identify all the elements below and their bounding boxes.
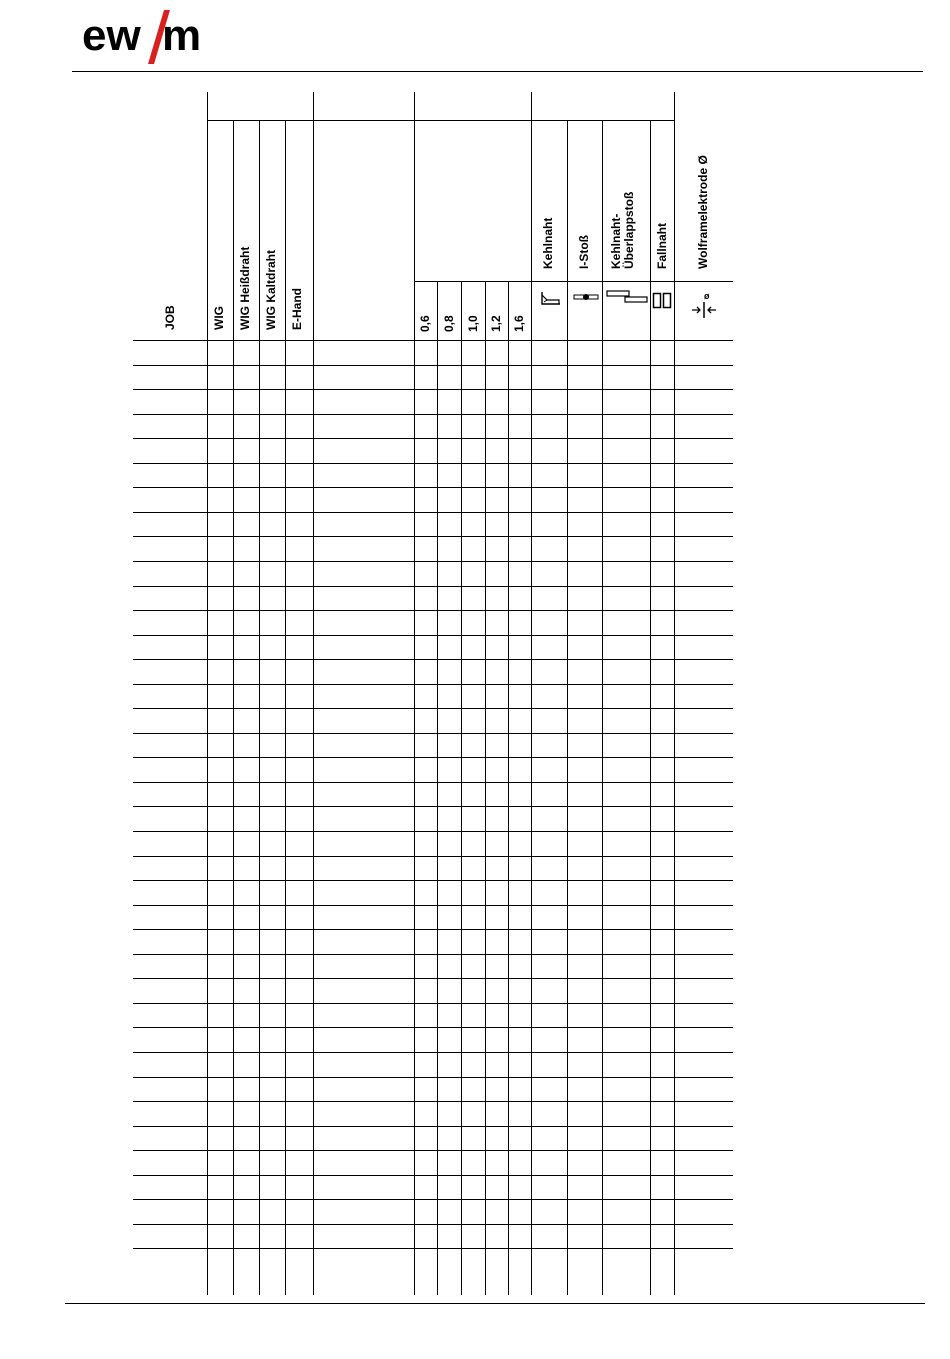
seam-kehlnaht: Kehlnaht bbox=[541, 217, 555, 269]
table-row bbox=[133, 856, 733, 857]
table-row bbox=[133, 365, 733, 366]
header-rule bbox=[72, 71, 923, 72]
job-header: JOB bbox=[163, 305, 177, 330]
table-row bbox=[133, 905, 733, 906]
table-row bbox=[133, 414, 733, 415]
table-row bbox=[133, 831, 733, 832]
table-row bbox=[133, 512, 733, 513]
table-row bbox=[133, 806, 733, 807]
table-row bbox=[133, 340, 733, 341]
table-row bbox=[133, 1027, 733, 1028]
table-row bbox=[133, 929, 733, 930]
wire-1-2: 1,2 bbox=[489, 315, 503, 332]
table-row bbox=[133, 978, 733, 979]
table-row bbox=[133, 1175, 733, 1176]
table-row bbox=[133, 463, 733, 464]
wire-1-0: 1,0 bbox=[466, 315, 480, 332]
svg-text:ew: ew bbox=[82, 11, 141, 60]
table-row bbox=[133, 1101, 733, 1102]
table-row bbox=[133, 733, 733, 734]
svg-text:m: m bbox=[162, 11, 202, 60]
table-row bbox=[133, 487, 733, 488]
table-row bbox=[133, 659, 733, 660]
table-row bbox=[133, 684, 733, 685]
table-row bbox=[133, 757, 733, 758]
table-row bbox=[133, 1150, 733, 1151]
process-e-hand: E-Hand bbox=[290, 288, 304, 330]
table-row bbox=[133, 1052, 733, 1053]
table-row bbox=[133, 1248, 733, 1249]
table-row bbox=[133, 561, 733, 562]
table-row bbox=[133, 610, 733, 611]
footer-rule bbox=[65, 1303, 925, 1304]
vertical-down-icon bbox=[652, 292, 672, 310]
table-row bbox=[133, 1077, 733, 1078]
table-row bbox=[133, 954, 733, 955]
table-row bbox=[133, 1126, 733, 1127]
lap-joint-icon bbox=[605, 288, 649, 306]
wire-1-6: 1,6 bbox=[512, 315, 526, 332]
table-row bbox=[133, 536, 733, 537]
seam-i-stoss: I-Stoß bbox=[577, 235, 591, 269]
table-row bbox=[133, 635, 733, 636]
seam-kehlnaht-line1: Kehlnaht- bbox=[609, 213, 623, 269]
svg-text:ø: ø bbox=[704, 291, 710, 301]
seam-fallnaht: Fallnaht bbox=[655, 222, 669, 269]
electrode-diameter-icon bbox=[690, 290, 718, 320]
wire-0-6: 0,6 bbox=[418, 315, 432, 332]
ewm-logo bbox=[82, 8, 222, 66]
electrode-header: Wolframelektrode Ø bbox=[696, 155, 710, 269]
process-wig: WIG bbox=[212, 306, 226, 330]
butt-joint-icon bbox=[572, 290, 600, 304]
table-row bbox=[133, 1199, 733, 1200]
table-row bbox=[133, 1003, 733, 1004]
wire-0-8: 0,8 bbox=[442, 315, 456, 332]
table-row bbox=[133, 389, 733, 390]
process-wig-kaltdraht: WIG Kaltdraht bbox=[264, 250, 278, 330]
table-row bbox=[133, 708, 733, 709]
seam-ueberlappstoss: Überlappstoß bbox=[622, 191, 636, 269]
table-row bbox=[133, 1224, 733, 1225]
table-row bbox=[133, 438, 733, 439]
table-row bbox=[133, 586, 733, 587]
table-row bbox=[133, 782, 733, 783]
process-wig-heissdraht: WIG Heißdraht bbox=[238, 246, 252, 330]
fillet-weld-icon bbox=[539, 290, 563, 308]
table-row bbox=[133, 880, 733, 881]
